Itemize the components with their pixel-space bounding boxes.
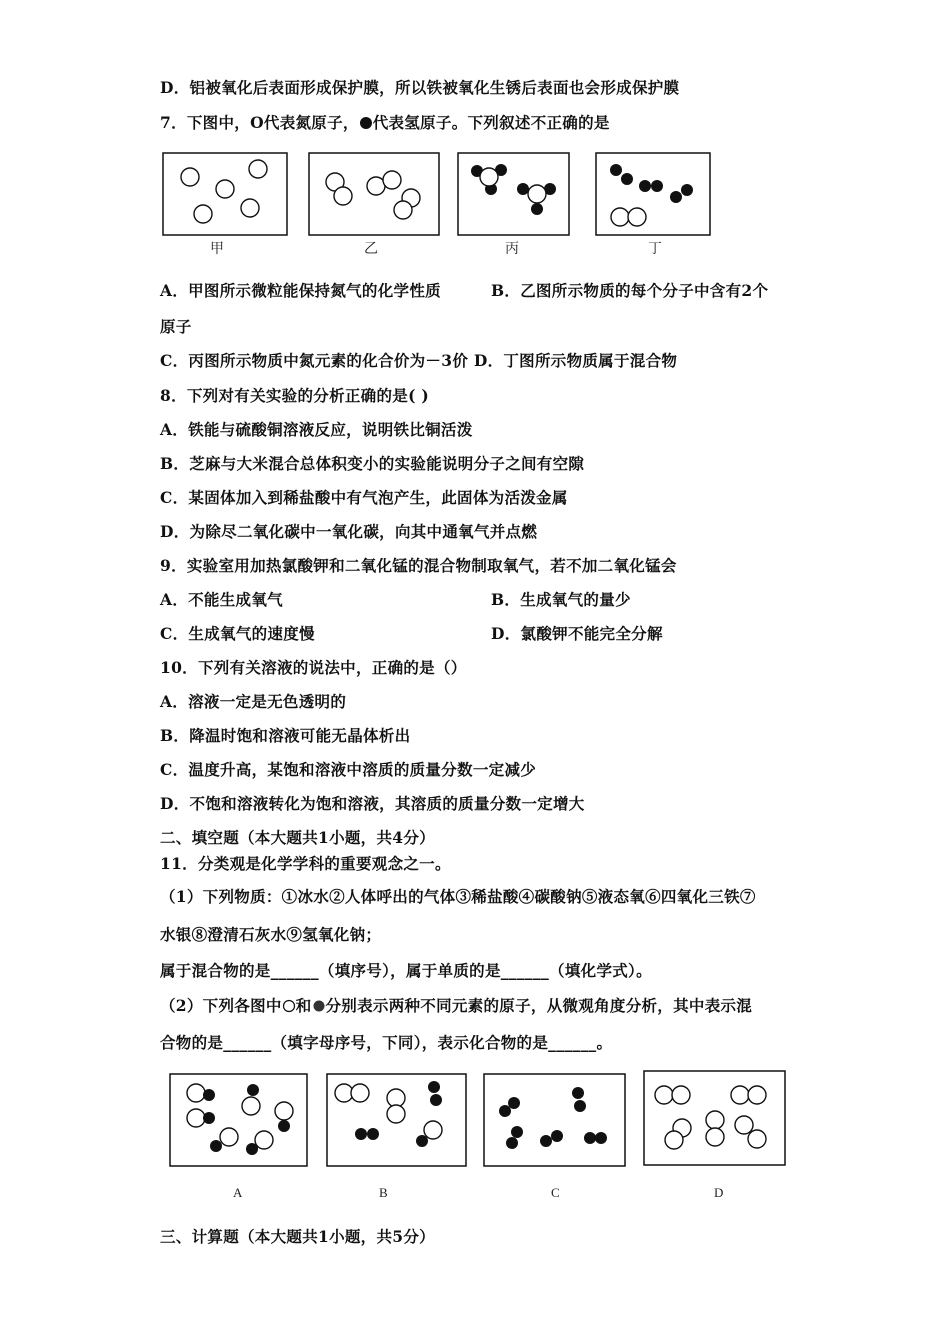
q7-option-c [160, 349, 677, 371]
q11-part2-rest: 分别表示两种不同元素的原子，从微观角度分析，其中表示混 [325, 996, 753, 1015]
q7-option-b-cont: 原子 [160, 317, 192, 336]
filled-circle-icon [312, 999, 326, 1013]
q8-stem: 8．下列对有关实验的分析正确的是( ) [160, 386, 430, 405]
q8-option-c: C．某固体加入到稀盐酸中有气泡产生，此固体为活泼金属 [160, 488, 568, 507]
q8-option-b: B．芝麻与大米混合总体积变小的实验能说明分子之间有空隙 [160, 454, 585, 473]
q10-option-c: C．温度升高，某饱和溶液中溶质的质量分数一定减少 [160, 760, 537, 779]
q11-part1-line3: 属于混合物的是______（填序号），属于单质的是______（填化学式）。 [160, 961, 652, 980]
hollow-circle-icon [282, 999, 296, 1013]
q11-figure-a [169, 1073, 308, 1167]
q11-figure-d [643, 1070, 786, 1166]
q10-option-a: A．溶液一定是无色透明的 [160, 692, 347, 711]
q7-caption-jia: 甲 [210, 241, 224, 257]
q7-option-a: A．甲图所示微粒能保持氮气的化学性质 [160, 281, 441, 300]
q7-figure-jia [162, 152, 288, 236]
q11-part2-and: 和 [295, 996, 312, 1015]
q8-option-d: D．为除尽二氧化碳中一氧化碳，向其中通氧气并点燃 [160, 522, 538, 541]
q8-option-a: A．铁能与硫酸铜溶液反应，说明铁比铜活泼 [160, 420, 473, 439]
q11-part1-line1: （1）下列物质：①冰水②人体呼出的气体③稀盐酸④碳酸钠⑤液态氧⑥四氧化三铁⑦ [160, 887, 756, 906]
section-2-title: 二、填空题（本大题共1小题，共4分） [160, 828, 435, 847]
q11-stem: 11．分类观是化学学科的重要观念之一。 [160, 854, 451, 873]
q7-caption-ding: 丁 [648, 241, 662, 257]
q7-stem-nitrogen: O代表氮原子， [250, 113, 359, 132]
q9-stem: 9．实验室用加热氯酸钾和二氧化锰的混合物制取氧气，若不加二氧化锰会 [160, 556, 677, 575]
q11-part1-line2: 水银⑧澄清石灰水⑨氢氧化钠； [160, 925, 382, 944]
q7-option-c-text: C．丙图所示物质中氮元素的化合价为－3价 [160, 351, 469, 370]
q11-part2-line1 [160, 994, 752, 1016]
q11-figure-b [326, 1073, 467, 1167]
section-3-title: 三、计算题（本大题共1小题，共5分） [160, 1227, 435, 1246]
q7-caption-bing: 丙 [505, 241, 519, 257]
q9-option-d: D．氯酸钾不能完全分解 [491, 624, 663, 643]
q7-option-d: D．丁图所示物质属于混合物 [473, 351, 678, 370]
q11-figure-c [483, 1073, 626, 1167]
q11-caption-d: D [714, 1185, 724, 1200]
filled-circle-icon [359, 116, 373, 130]
q11-caption-b: B [379, 1185, 388, 1200]
q9-option-a: A．不能生成氧气 [160, 590, 283, 609]
q10-option-b: B．降温时饱和溶液可能无晶体析出 [160, 726, 411, 745]
q7-stem-hydrogen: 代表氢原子。下列叙述不正确的是 [372, 113, 610, 132]
q10-option-d: D．不饱和溶液转化为饱和溶液，其溶质的质量分数一定增大 [160, 794, 585, 813]
q9-option-b: B．生成氧气的量少 [491, 590, 631, 609]
q11-part2-line2: 合物的是______（填字母序号，下同），表示化合物的是______。 [160, 1033, 613, 1052]
q11-part2-prefix: （2）下列各图中 [160, 996, 282, 1015]
q7-stem [160, 111, 610, 133]
q7-option-b: B．乙图所示物质的每个分子中含有2个 [491, 281, 769, 300]
q11-caption-a: A [233, 1185, 243, 1200]
q7-caption-yi: 乙 [364, 241, 378, 257]
q10-stem: 10．下列有关溶液的说法中，正确的是（） [160, 658, 467, 677]
q7-stem-prefix: 7．下图中， [160, 113, 251, 132]
q7-figure-yi [308, 152, 440, 236]
q9-option-c: C．生成氧气的速度慢 [160, 624, 315, 643]
q7-figure-ding [595, 152, 711, 236]
q7-figure-bing [457, 152, 570, 236]
q6-option-d: D．铝被氧化后表面形成保护膜，所以铁被氧化生锈后表面也会形成保护膜 [160, 78, 680, 97]
q11-caption-c: C [551, 1185, 560, 1200]
